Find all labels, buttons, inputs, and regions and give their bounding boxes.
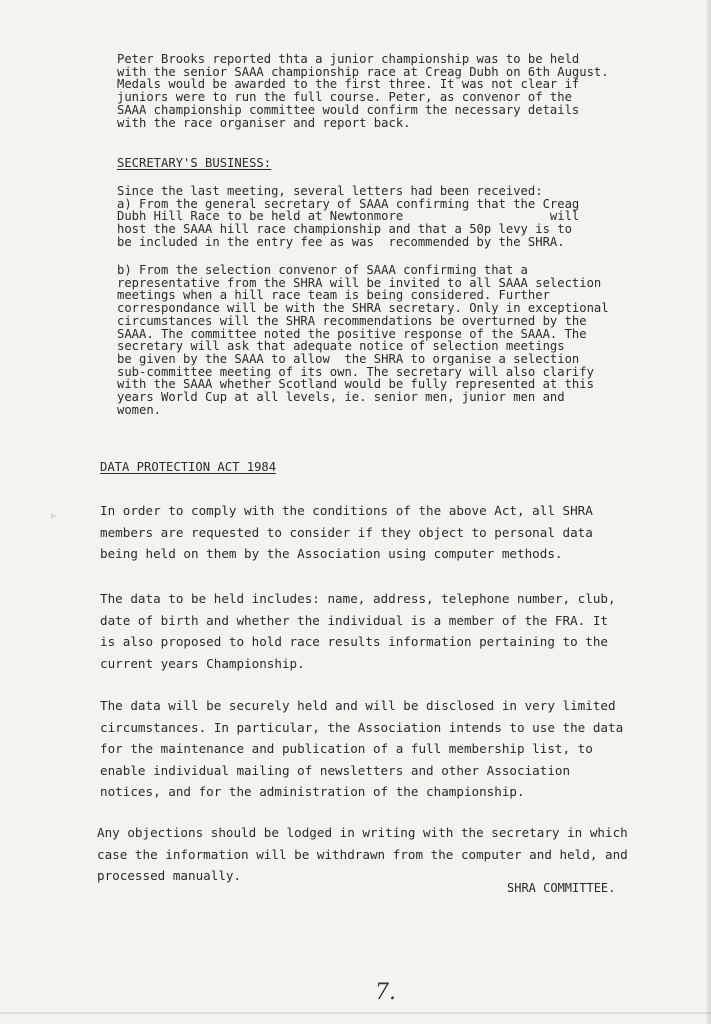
paragraph-securely-held: The data will be securely held and will be disclosed in very limited circumstances. In particular, the Association intends to use the data for the maintenance and publication of a full membership list, to enable individual mailing of newsletters and other Association notices, and for the administration of the championship.	[100, 698, 624, 799]
page-number: 7.	[375, 980, 396, 1005]
paragraph-data-held: The data to be held includes: name, address, telephone number, club, date of birth and whether the individual is a member of the FRA. It is also proposed to hold race results information pertaining to the current years Championship.	[100, 591, 616, 671]
paragraph-junior-championship: Peter Brooks reported thta a junior championship was to be held with the senior SAAA championship race at Creag Dubh on 6th August. Medals would be awarded to the first three. It was not clear if juniors were to run the full course. Peter, as convenor of the SAAA championship committee would confirm the necessary details with the race organiser and report back.	[117, 52, 609, 130]
heading-secretarys-business: SECRETARY'S BUSINESS:	[117, 156, 272, 170]
margin-mark	[50, 505, 58, 513]
page-bottom-edge	[0, 1012, 711, 1014]
paragraph-objections: Any objections should be lodged in writing with the secretary in which case the information will be withdrawn from the computer and held, and processed manually.	[97, 825, 628, 883]
paragraph-selection-convenor: b) From the selection convenor of SAAA confirming that a representative from the SHRA will be invited to all SAAA selection meetings when a hill race team is being considered. Further correspondance will be with the SHRA secretary. Only in exceptional circumstances will the SHRA recommendations be overturned by the SAAA. The committee noted the positive response of the SAAA. The secretary will ask that adequate notice of selection meetings be given by the SAAA to allow the SHRA to organise a selection sub-committee meeting of its own. The secretary will also clarify with the SAAA whether Scotland would be fully represented at this years World Cup at all levels, ie. senior men, junior men and women.	[117, 263, 609, 417]
page-edge-shadow	[705, 0, 711, 1024]
paragraph-letters-received: Since the last meeting, several letters had been received: a) From the general secretary of SAAA confirming that the Creag Dubh Hill Race to be held at Newtonmore will host the SAAA hill race championship and that a 50p levy is to be included in the entry fee as was recommended by the SHRA.	[117, 184, 580, 249]
signature-shra-committee: SHRA COMMITTEE.	[507, 881, 616, 895]
paragraph-comply-conditions: In order to comply with the conditions of the above Act, all SHRA members are requested to consider if they object to personal data being held on them by the Association using computer methods.	[100, 503, 593, 561]
heading-data-protection-act: DATA PROTECTION ACT 1984	[100, 460, 277, 474]
